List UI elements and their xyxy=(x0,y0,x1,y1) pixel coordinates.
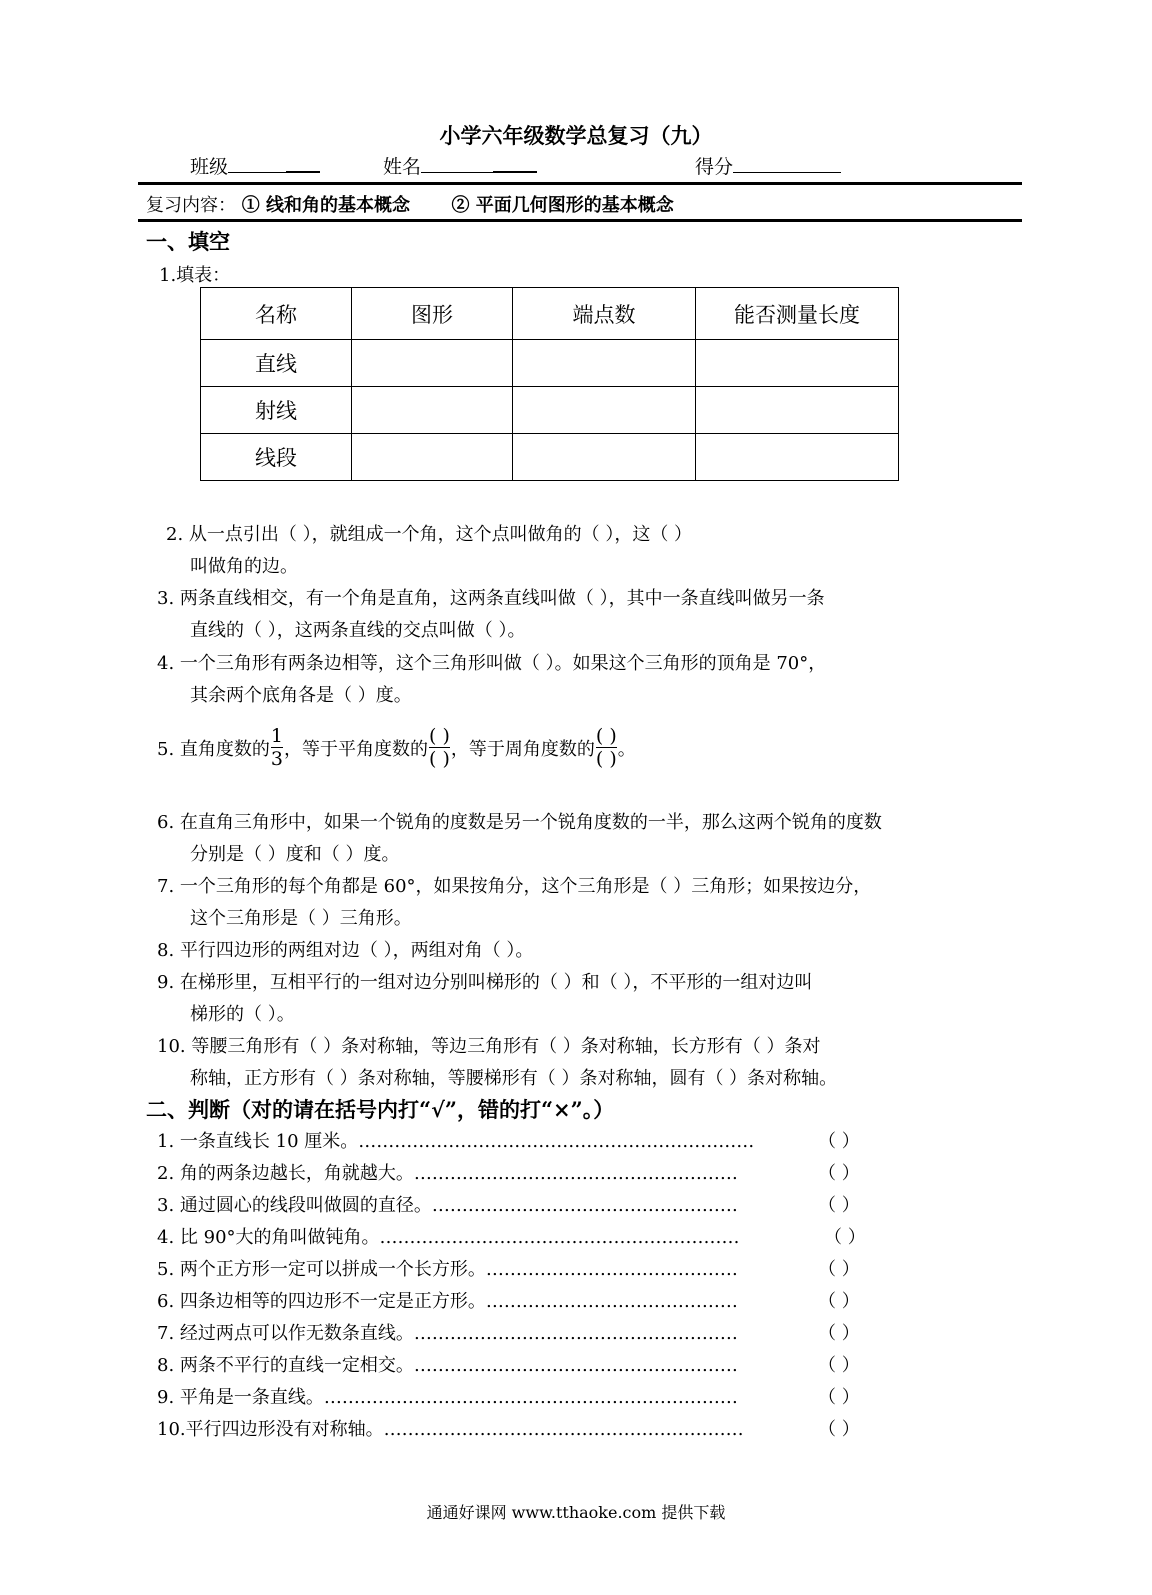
table-cell[interactable] xyxy=(513,434,696,481)
name-field[interactable] xyxy=(383,152,537,179)
top-rule xyxy=(138,182,1022,185)
frac-blank-top: ( ) xyxy=(595,725,617,747)
q3-line-1: 3. 两条直线相交，有一个角是直角，这两条直线叫做（ ），其中一条直线叫做另一条 xyxy=(157,588,825,609)
review-item-2: ② 平面几何图形的基本概念 xyxy=(451,195,674,216)
q2-line-1: 2. 从一点引出（ ），就组成一个角，这个点叫做角的（ ），这（ ） xyxy=(166,524,693,545)
judge-answer-8[interactable]: （ ） xyxy=(818,1355,860,1376)
frac-numerator: 1 xyxy=(270,725,283,747)
judge-answer-6[interactable]: （ ） xyxy=(818,1291,860,1312)
fraction-blank-2[interactable] xyxy=(596,725,617,770)
table-cell[interactable] xyxy=(513,340,696,387)
q8-line: 8. 平行四边形的两组对边（ ），两组对角（ ）。 xyxy=(157,940,534,961)
q5-text-a: 5. 直角度数的 xyxy=(157,738,270,760)
header-measurable: 能否测量长度 xyxy=(696,288,899,340)
table-cell[interactable] xyxy=(352,387,513,434)
judge-answer-3[interactable]: （ ） xyxy=(818,1195,860,1216)
q10-line-2: 称轴，正方形有（ ）条对称轴，等腰梯形有（ ）条对称轴，圆有（ ）条对称轴。 xyxy=(190,1068,838,1089)
fraction-blank-1[interactable] xyxy=(429,725,450,770)
judge-answer-5[interactable]: （ ） xyxy=(818,1259,860,1280)
header-name: 名称 xyxy=(201,288,352,340)
q4-line-2: 其余两个底角各是（ ）度。 xyxy=(190,685,412,706)
judge-answer-4[interactable]: （ ） xyxy=(824,1227,866,1248)
judge-item-3: 3. 通过圆心的线段叫做圆的直径。…………………………………………… xyxy=(157,1195,738,1216)
q9-line-1: 9. 在梯形里，互相平行的一组对边分别叫梯形的（ ）和（ ），不平形的一组对边叫 xyxy=(157,972,813,993)
section-2-heading: 二、判断（对的请在括号内打“√”，错的打“×”。） xyxy=(146,1097,615,1122)
name-label: 姓名 xyxy=(383,156,422,178)
class-field[interactable] xyxy=(190,152,320,179)
header-shape: 图形 xyxy=(352,288,513,340)
row-label: 射线 xyxy=(201,387,352,434)
table-cell[interactable] xyxy=(352,340,513,387)
q6-line-2: 分别是（ ）度和（ ）度。 xyxy=(190,844,400,865)
bottom-rule xyxy=(138,219,1022,222)
q4-line-1: 4. 一个三角形有两条边相等，这个三角形叫做（ ）。如果这个三角形的顶角是 70°， xyxy=(157,653,827,674)
frac-denominator: 3 xyxy=(270,748,283,770)
frac-blank-top: ( ) xyxy=(429,725,450,747)
judge-answer-10[interactable]: （ ） xyxy=(818,1419,860,1440)
review-item-1: ① 线和角的基本概念 xyxy=(241,195,411,216)
judge-item-9: 9. 平角是一条直线。…………………………………………………………… xyxy=(157,1387,738,1408)
judge-answer-9[interactable]: （ ） xyxy=(818,1387,860,1408)
q9-line-2: 梯形的（ ）。 xyxy=(190,1004,295,1025)
q5-text-d: 。 xyxy=(617,738,636,760)
score-field[interactable] xyxy=(695,152,841,179)
judge-item-8: 8. 两条不平行的直线一定相交。……………………………………………… xyxy=(157,1355,738,1376)
frac-blank-bottom: ( ) xyxy=(429,748,450,770)
header-endpoints: 端点数 xyxy=(513,288,696,340)
table-cell[interactable] xyxy=(513,387,696,434)
judge-item-10: 10.平行四边形没有对称轴。…………………………………………………… xyxy=(157,1419,744,1440)
q5-line xyxy=(157,725,636,770)
table-cell[interactable] xyxy=(696,387,899,434)
judge-item-2: 2. 角的两条边越长，角就越大。……………………………………………… xyxy=(157,1163,738,1184)
q10-line-1: 10. 等腰三角形有（ ）条对称轴，等边三角形有（ ）条对称轴，长方形有（ ）条对 xyxy=(157,1036,821,1057)
judge-item-7: 7. 经过两点可以作无数条直线。……………………………………………… xyxy=(157,1323,738,1344)
judge-answer-1[interactable]: （ ） xyxy=(818,1131,860,1152)
q5-text-b: ，等于平角度数的 xyxy=(284,738,428,760)
q3-line-2: 直线的（ ），这两条直线的交点叫做（ ）。 xyxy=(190,620,526,641)
score-label: 得分 xyxy=(695,156,734,178)
q5-text-c: ，等于周角度数的 xyxy=(450,738,595,760)
q2-line-2: 叫做角的边。 xyxy=(190,556,298,577)
section-1-heading: 一、填空 xyxy=(146,229,230,254)
page-title: 小学六年级数学总复习（九） xyxy=(439,123,713,148)
frac-blank-bottom: ( ) xyxy=(595,748,617,770)
judge-item-1: 1. 一条直线长 10 厘米。………………………………………………………… xyxy=(157,1131,755,1152)
table-cell[interactable] xyxy=(696,434,899,481)
judge-item-5: 5. 两个正方形一定可以拼成一个长方形。…………………………………… xyxy=(157,1259,738,1280)
row-label: 直线 xyxy=(201,340,352,387)
q6-line-1: 6. 在直角三角形中，如果一个锐角的度数是另一个锐角度数的一半，那么这两个锐角的度数 xyxy=(157,812,882,833)
table-cell[interactable] xyxy=(696,340,899,387)
class-label: 班级 xyxy=(190,156,229,178)
judge-answer-7[interactable]: （ ） xyxy=(818,1323,860,1344)
judge-item-6: 6. 四条边相等的四边形不一定是正方形。…………………………………… xyxy=(157,1291,738,1312)
q7-line-1: 7. 一个三角形的每个角都是 60°，如果按角分，这个三角形是（ ）三角形；如果按边分， xyxy=(157,876,872,897)
judge-answer-2[interactable]: （ ） xyxy=(818,1163,860,1184)
fill-table xyxy=(200,287,899,481)
row-label: 线段 xyxy=(201,434,352,481)
fraction-one-third xyxy=(271,725,283,770)
q7-line-2: 这个三角形是（ ）三角形。 xyxy=(190,908,412,929)
table-cell[interactable] xyxy=(352,434,513,481)
footer-source: 通通好课网 www.tthaoke.com 提供下载 xyxy=(426,1503,726,1522)
review-label: 复习内容： xyxy=(146,195,236,216)
review-line xyxy=(146,191,674,217)
q1-label: 1.填表： xyxy=(159,265,231,286)
judge-item-4: 4. 比 90°大的角叫做钝角。…………………………………………………… xyxy=(157,1227,740,1248)
